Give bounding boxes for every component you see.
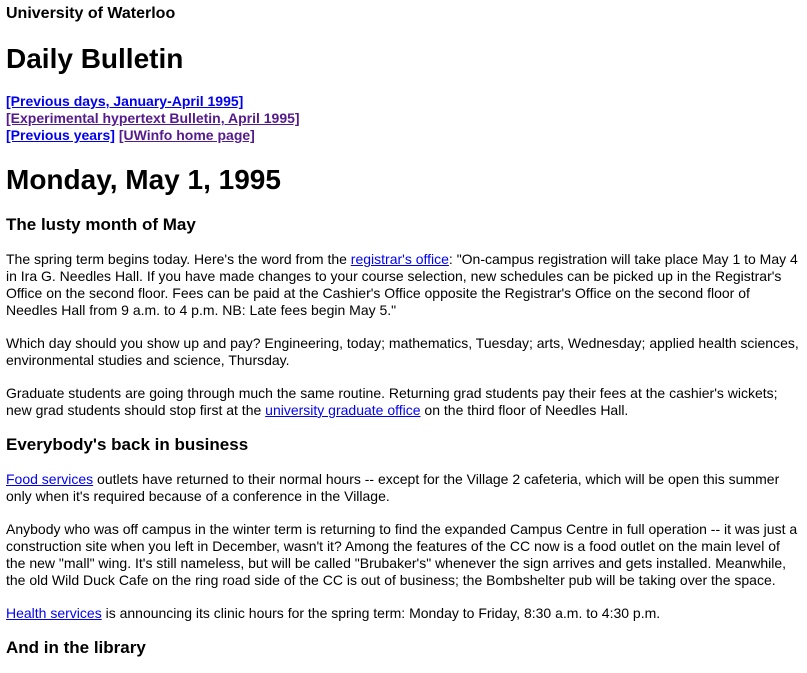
text: The spring term begins today. Here's the word from the	[6, 251, 351, 267]
paragraph-food-services	[6, 471, 802, 505]
paragraph-grad-students	[6, 385, 802, 419]
text: : "On-campus registration will take place May 1 to May 4 in Ira G. Needles Hall. If you have made changes to your course selection, new schedules can be picked up in the Registrar's Office on the second floor. Fees can be paid at the Cashier's Office opposite the Registrar's Office on the second floor of Needles Hall from 9 a.m. to 4 p.m. NB: Late fees begin May 5."	[6, 251, 798, 318]
org-name: University of Waterloo	[6, 5, 176, 22]
page-title: Daily Bulletin	[6, 43, 184, 74]
link-health-services[interactable]: Health services	[6, 605, 102, 621]
paragraph-registration	[6, 251, 802, 319]
nav-links	[6, 93, 802, 144]
text: outlets have returned to their normal hours -- except for the Village 2 cafeteria, which will be open this summer only when it's required because of a conference in the Village.	[6, 471, 780, 504]
link-registrars-office[interactable]: registrar's office	[350, 251, 449, 267]
link-uwinfo-home[interactable]: [UWinfo home page]	[118, 127, 255, 143]
text: is announcing its clinic hours for the spring term: Monday to Friday, 8:30 a.m. to 4:30 p.m.	[101, 605, 661, 621]
link-previous-days[interactable]: [Previous days, January-April 1995]	[6, 93, 244, 109]
paragraph-campus-centre: Anybody who was off campus in the winter term is returning to find the expanded Campus Centre in full operation -- it was just a construction site when you left in December, wasn't it? Among the features of the CC now is a food outlet on the main level of the new "mall" wing. It's still nameless, but will be called "Brubaker's" whenever the sign arrives and gets installed. Meanwhile, the old Wild Duck Cafe on the ring road side of the CC is out of business; the Bombshelter pub will be taking over the space.	[6, 521, 798, 588]
link-previous-years[interactable]: [Previous years]	[6, 127, 115, 143]
section-heading-back-in-business: Everybody's back in business	[6, 435, 249, 454]
paragraph-fee-days: Which day should you show up and pay? Engineering, today; mathematics, Tuesday; arts, Wednesday; applied health sciences, environmental studies and science, Thursday.	[6, 335, 799, 368]
bulletin-date: Monday, May 1, 1995	[6, 164, 281, 195]
text: on the third floor of Needles Hall.	[420, 402, 629, 418]
paragraph-health-services	[6, 605, 802, 622]
link-food-services[interactable]: Food services	[6, 471, 94, 487]
text: Graduate students are going through much the same routine. Returning grad students pay their fees at the cashier's wickets; new grad students should stop first at the	[6, 385, 778, 418]
section-heading-library: And in the library	[6, 638, 146, 657]
section-heading-lusty-month: The lusty month of May	[6, 215, 196, 234]
link-graduate-office[interactable]: university graduate office	[265, 402, 421, 418]
link-experimental-bulletin[interactable]: [Experimental hypertext Bulletin, April 1995]	[6, 110, 300, 126]
